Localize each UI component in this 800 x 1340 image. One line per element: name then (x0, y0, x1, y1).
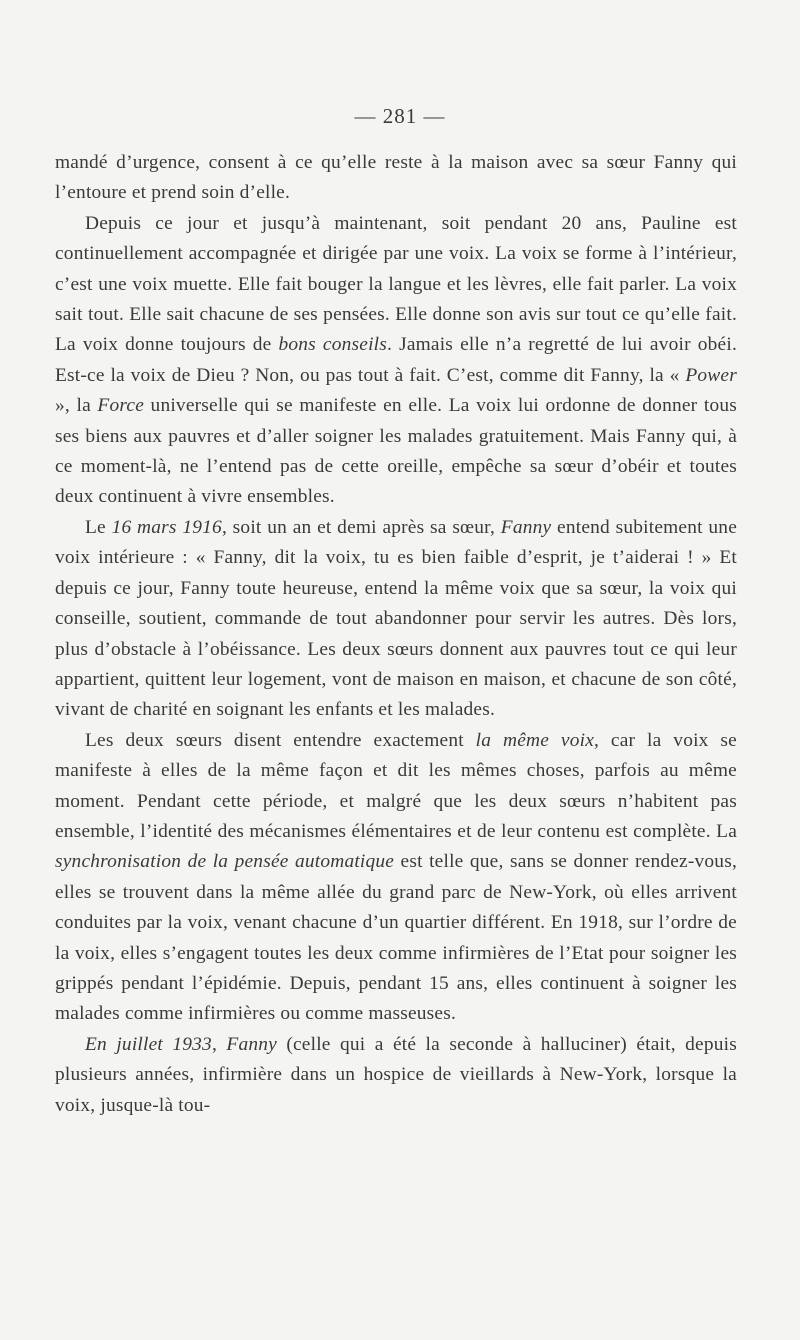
italic-text: Power (685, 364, 737, 386)
text-segment: entend subitement une voix intérieure : « Fanny, dit la voix, tu es bien faible d’esprit, je t’aiderai ! » Et depuis ce jour, Fanny toute heureuse, entend la même voix que sa sœur, la voix qui conseille, soutient, commande de tout abandonner pour servir les autres. Dès lors, plus d’obstacle à l’obéissance. Les deux sœurs donnent aux pauvres tout ce qui leur appartient, quittent leur logement, vont de maison en maison, et chacune de son côté, vivant de charité en soignant les enfants et les malades. (55, 516, 738, 721)
italic-text: synchronisation de la pensée automatique (55, 851, 395, 873)
text-segment: , car la voix se manifeste à elles de la même façon et dit les mêmes choses, parfois au même moment. Pendant cette période, et malgré que les deux sœurs n’habitent pas ensemble, l’identité des mécanismes élémentaires et de leur contenu est complète. La (55, 729, 737, 842)
text-segment: . Jamais elle n’a regretté de lui avoir obéi. Est-ce la voix de Dieu ? Non, ou pas tout à fait. C’est, comme dit Fanny, la « (55, 334, 737, 386)
paragraph (55, 148, 737, 209)
italic-text: Fanny (226, 1033, 277, 1055)
paragraph (55, 209, 737, 513)
paragraph (55, 1030, 737, 1121)
text-segment: est telle que, sans se donner rendez-vous, elles se trouvent dans la même allée du grand parc de New-York, où elles arrivent conduites par la voix, venant chacune d’un quartier différent. En 1918, sur l’ordre de la voix, elles s’engagent toutes les deux comme infirmières de l’Etat pour soigner les grippés pendant l’épidémie. Depuis, pendant 15 ans, elles continuent à soigner les malades comme infirmières ou comme masseuses. (55, 851, 737, 1025)
italic-text: bons conseils (278, 334, 388, 356)
page-number: — 281 — (354, 104, 446, 128)
italic-text: Fanny (500, 516, 552, 538)
italic-text: En juillet 1933 (85, 1033, 212, 1055)
text-segment: mandé d’urgence, consent à ce qu’elle reste à la maison avec sa sœur Fanny qui l’entoure et prend soin d’elle. (55, 152, 737, 204)
text-segment: Les deux sœurs disent entendre exactement (85, 729, 476, 751)
text-segment: , (211, 1033, 227, 1055)
text-segment: (celle qui a été la seconde à halluciner) était, depuis plusieurs années, infirmière dans un hospice de vieillards à New-York, lorsque la voix, jusque-là tou- (55, 1033, 737, 1116)
italic-text: 16 mars 1916 (111, 516, 222, 538)
paragraph (55, 513, 737, 726)
italic-text: Force (97, 395, 145, 417)
text-segment: universelle qui se manifeste en elle. La voix lui ordonne de donner tous ses biens aux pauvres et d’aller soigner les malades gratuitement. Mais Fanny qui, à ce moment-là, ne l’entend pas de cette oreille, empêche sa sœur d’obéir et toutes deux continuent à vivre ensembles. (55, 395, 737, 508)
text-segment: Depuis ce jour et jusqu’à maintenant, soit pendant 20 ans, Pauline est continuellement accompagnée et dirigée par une voix. La voix se forme à l’intérieur, c’est une voix muette. Elle fait bouger la langue et les lèvres, elle fait parler. La voix sait tout. Elle sait chacune de ses pensées. Elle donne son avis sur tout ce qu’elle fait. La voix donne toujours de (55, 212, 737, 356)
paragraph (55, 726, 737, 1030)
text-segment: , soit un an et demi après sa sœur, (221, 516, 501, 538)
body-text (55, 148, 737, 1121)
italic-text: la même voix (475, 729, 594, 751)
text-segment: Le (85, 516, 112, 538)
text-segment: », la (55, 395, 98, 417)
